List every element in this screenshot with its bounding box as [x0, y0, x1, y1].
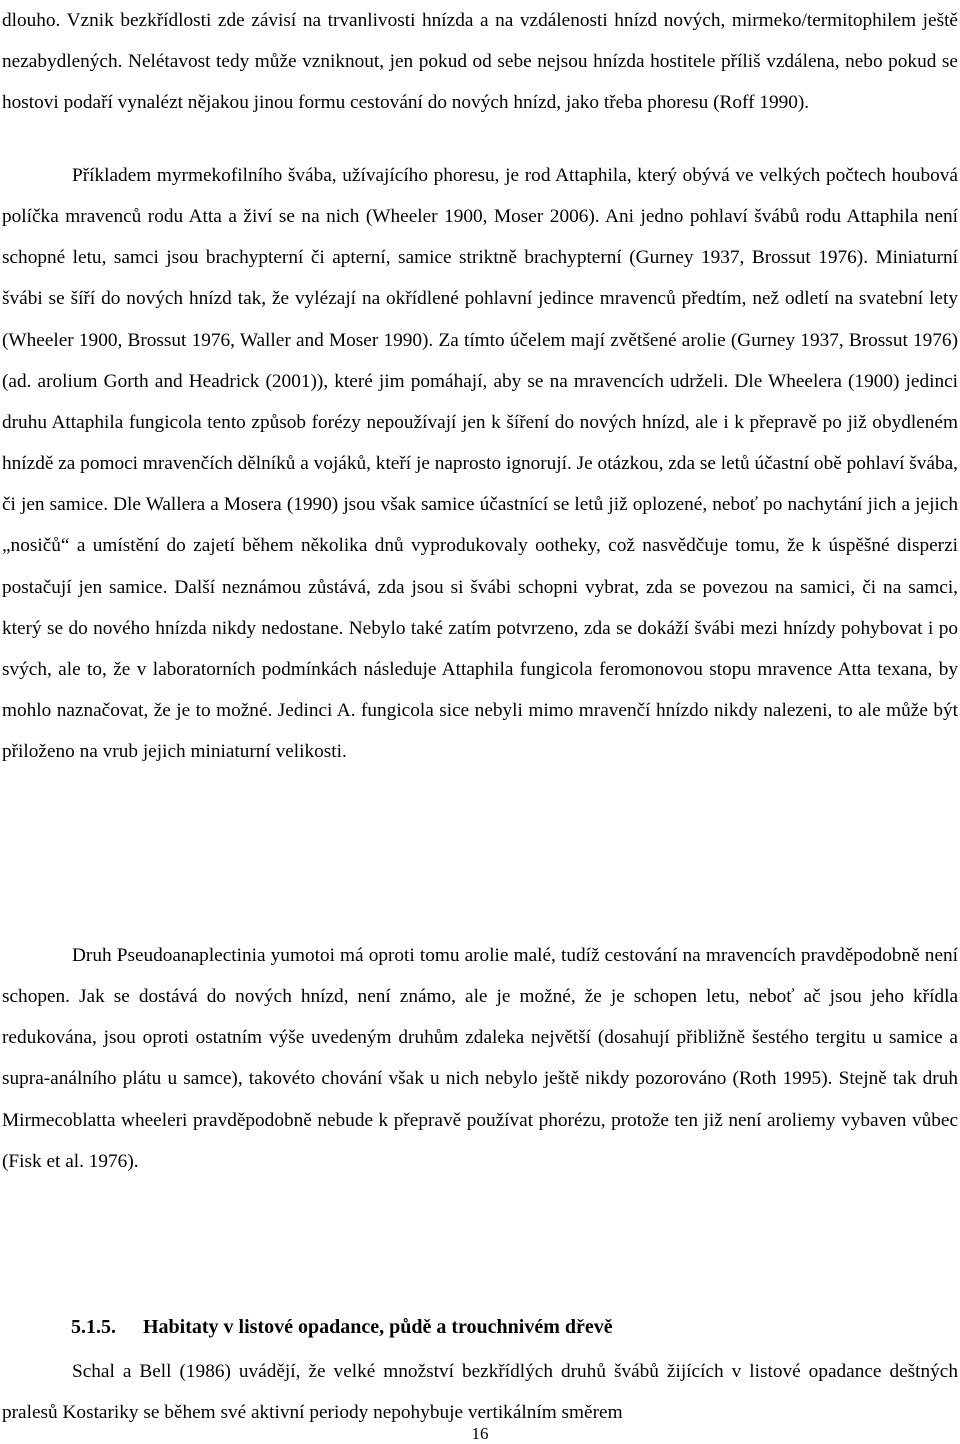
paragraph-intro-continuation: dlouho. Vznik bezkřídlosti zde závisí na trvanlivosti hnízda a na vzdálenosti hnízd nových, mirmeko/termitophilem ještě nezabydlených. Nelétavost tedy může vzniknout, jen pokud od sebe nejsou hnízda hostitele příliš vzdálena, nebo pokud se hostovi podaří vynalézt nějakou jinou formu cestování do nových hnízd, jako třeba phoresu (Roff 1990). [2, 10, 958, 113]
section-number: 5.1.5. [71, 1316, 116, 1338]
paragraph-habitats: Schal a Bell (1986) uvádějí, že velké množství bezkřídlých druhů švábů žijících v listové opadance deštných pralesů Kostariky se během své aktivní periody nepohybuje vertikálním směrem [2, 1361, 958, 1423]
section-title: Habitaty v listové opadance, půdě a trouchnivém dřevě [143, 1316, 613, 1338]
paragraph-pseudoanaplectinia: Druh Pseudoanaplectinia yumotoi má oproti tomu arolie malé, tudíž cestování na mravencích pravděpodobně není schopen. Jak se dostává do nových hnízd, není známo, ale je možné, že je schopen letu, neboť ač jsou jeho křídla redukována, jsou oproti ostatním výše uvedeným druhům zdaleka největší (dosahují přibližně šestého tergitu u samice a supra-análního plátu u samce), takovéto chování však u nich nebylo ještě nikdy pozorováno (Roth 1995). Stejně tak druh Mirmecoblatta wheeleri pravděpodobně nebude k přepravě používat phorézu, protože ten již není aroliemy vybaven vůbec (Fisk et al. 1976). [2, 945, 958, 1172]
page-number: 16 [471, 1424, 489, 1443]
section-heading [71, 1313, 613, 1341]
paragraph-attaphila: Příkladem myrmekofilního švába, užívajícího phoresu, je rod Attaphila, který obývá ve velkých počtech houbová políčka mravenců rodu Atta a živí se na nich (Wheeler 1900, Moser 2006). Ani jedno pohlaví švábů rodu Attaphila není schopné letu, samci jsou brachypterní či apterní, samice striktně brachypterní (Gurney 1937, Brossut 1976). Miniaturní švábi se šíří do nových hnízd tak, že vylézají na okřídlené pohlavní jedince mravenců předtím, než odletí na svatební lety (Wheeler 1900, Brossut 1976, Waller and Moser 1990). Za tímto účelem mají zvětšené arolie (Gurney 1937, Brossut 1976) (ad. arolium Gorth and Headrick (2001)), které jim pomáhají, aby se na mravencích udrželi. Dle Wheelera (1900) jedinci druhu Attaphila fungicola tento způsob forézy nepoužívají jen k šíření do nových hnízd, ale i k přepravě po již obydleném hnízdě za pomoci mravenčích dělníků a vojáků, kteří je naprosto ignorují. Je otázkou, zda se letů účastní obě pohlaví švába, či jen samice. Dle Wallera a Mosera (1990) jsou však samice účastnící se letů již oplozené, neboť po nachytání jich a jejich „nosičů“ a umístění do zajetí během několika dnů vyprodukovaly ootheky, což nasvědčuje tomu, že k úspěšné disperzi postačují jen samice. Další neznámou zůstává, zda jsou si švábi schopni vybrat, zda se povezou na samici, či na samci, který se do nového hnízda nikdy nedostane. Nebylo také zatím potvrzeno, zda se dokáží švábi mezi hnízdy pohybovat i po svých, ale to, že v laboratorních podmínkách následuje Attaphila fungicola feromonovou stopu mravence Atta texana, by mohlo naznačovat, že je to možné. Jedinci A. fungicola sice nebyli mimo mravenčí hnízdo nikdy nalezeni, to ale může být přiloženo na vrub jejich miniaturní velikosti. [2, 165, 958, 763]
